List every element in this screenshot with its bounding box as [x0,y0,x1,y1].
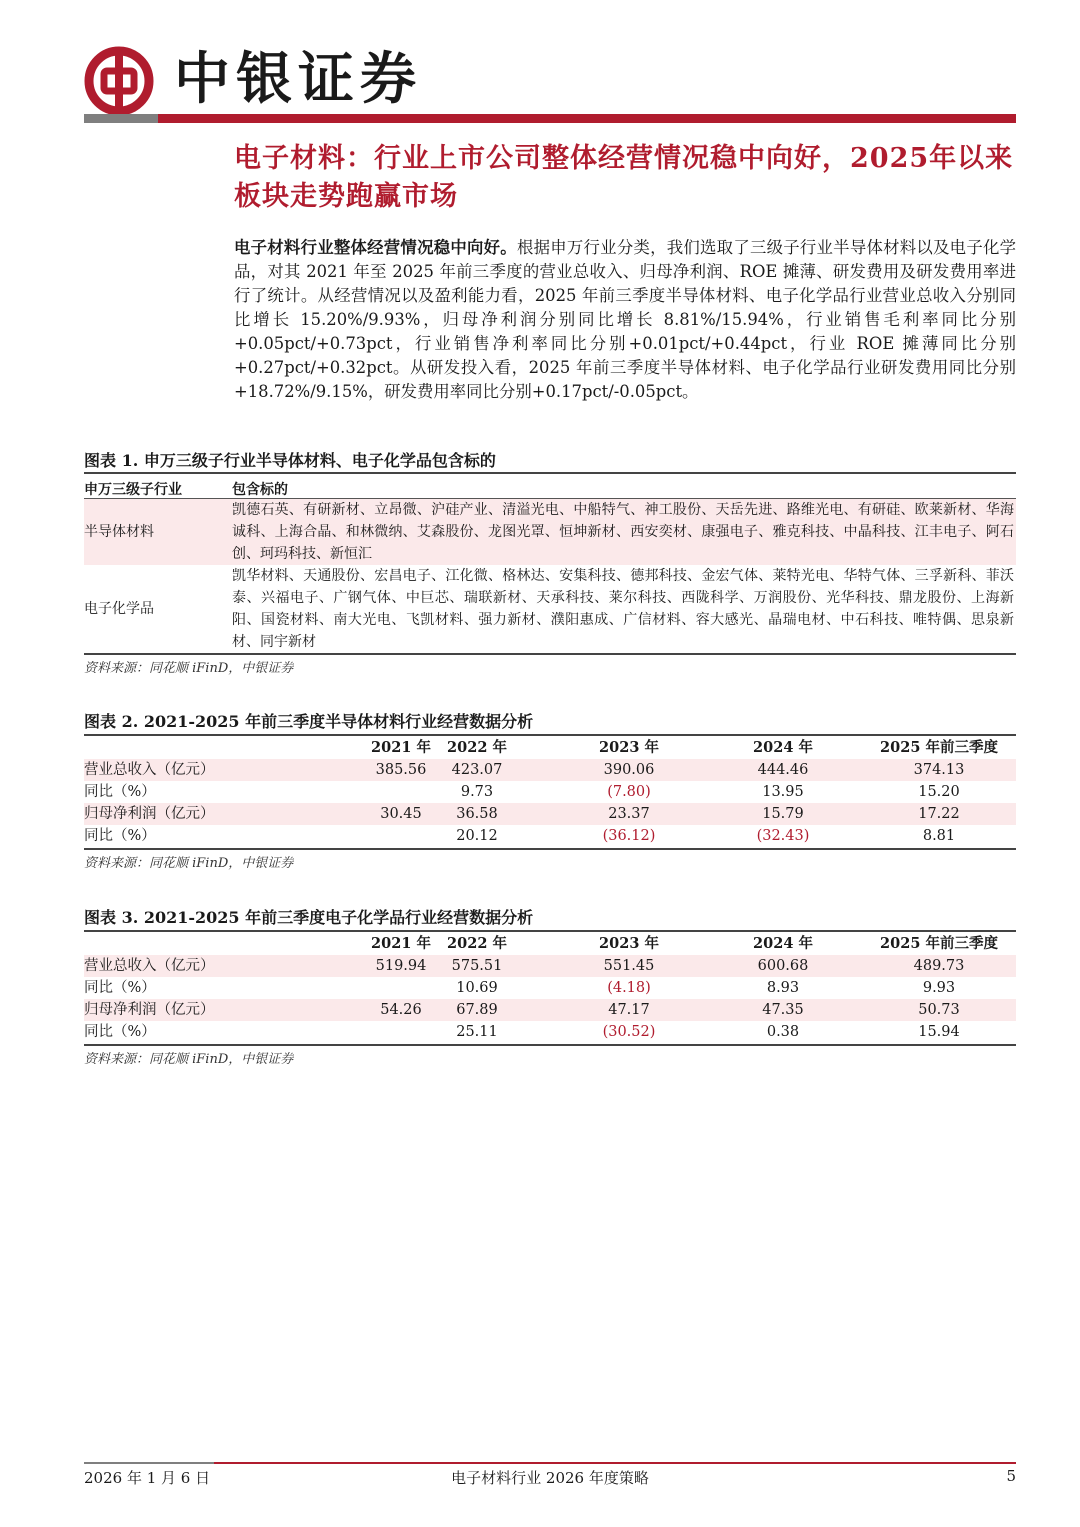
table2-grid [84,737,1016,847]
brand-name: 中银证券 [174,46,422,112]
table1-companies: 凯华材料、天通股份、宏昌电子、江化微、格林达、安集科技、德邦科技、金宏气体、莱特光电、华特气体、三孚新科、菲沃泰、兴福电子、广钢气体、中巨芯、瑞联新材、天承科技、莱尔科技、西陇科学、万润股份、光华科技、鼎龙股份、上海新阳、国瓷材料、南大光电、飞凯材料、强力新材、濮阳惠成、广信材料、容大感光、晶瑞电材、中石科技、唯特偶、思泉新材、同宇新材 [232,568,1014,650]
table-row [84,825,1016,847]
row-label: 同比（%） [84,980,156,996]
cell: 423.07 [451,762,503,778]
cell: 519.94 [375,958,427,974]
table2-caption: 图表 2. 2021-2025 年前三季度半导体材料行业经营数据分析 [84,712,534,731]
row-label: 归母净利润（亿元） [84,806,215,822]
table2-top-rule [84,734,1016,736]
cell: 444.46 [757,762,809,778]
column-header: 2025 年前三季度 [880,739,998,756]
cell: 575.51 [451,958,503,974]
cell: 36.58 [456,806,498,822]
cell: 385.56 [375,762,427,778]
table3-caption: 图表 3. 2021-2025 年前三季度电子化学品行业经营数据分析 [84,908,534,927]
table1-top-rule [84,472,1016,474]
table-row [84,499,1016,565]
cell: 8.81 [922,828,956,844]
table2-bottom-rule [84,848,1016,850]
cell: 54.26 [380,1002,422,1018]
cell: 374.13 [913,762,965,778]
cell: (30.52) [602,1024,656,1040]
table-row [84,803,1016,825]
page-number: 5 [1006,1467,1016,1485]
table1-industry: 电子化学品 [84,601,154,617]
column-header: 2021 年 [371,739,431,756]
table1-header [84,476,1016,498]
cell: 23.37 [608,806,650,822]
row-label: 营业总收入（亿元） [84,762,215,778]
table-row [84,781,1016,803]
cell: 9.73 [460,784,494,800]
cell: (4.18) [607,980,651,996]
table-row [84,999,1016,1021]
cell: 67.89 [456,1002,498,1018]
column-header: 2022 年 [447,739,507,756]
row-label: 同比（%） [84,784,156,800]
cell: 551.45 [603,958,655,974]
column-header: 2023 年 [599,739,659,756]
cell: 390.06 [603,762,655,778]
cell: 15.79 [762,806,804,822]
column-header: 2022 年 [447,935,507,952]
cell: 47.35 [762,1002,804,1018]
table1-bottom-rule [84,653,1016,655]
paragraph-text: 根据申万行业分类，我们选取了三级子行业半导体材料以及电子化学品，对其 2021 年至 2025 年前三季度的营业总收入、归母净利润、ROE 摊薄、研发费用及研发费用率进行了统计。从经营情况以及盈利能力看，2025 年前三季度半导体材料、电子化学品行业营业总收入分别同比增长 15.20%/9.93%，归母净利润分别同比增长 8.81%/15.94%，行业销售毛利率同比分别+0.05pct/+0.73pct，行业销售净利率同比分别+0.01pct/+0.44pct，行业 ROE 摊薄同比分别+0.27pct/+0.32pct。从研发投入看，2025 年前三季度半导体材料、电子化学品行业研发费用同比分别+18.72%/9.15%，研发费用率同比分别+0.17pct/-0.05pct。 [234,238,1017,401]
cell: 0.38 [766,1024,800,1040]
body-paragraph [234,236,1016,404]
table2-source: 资料来源：同花顺 iFinD，中银证券 [84,856,294,871]
table1-companies: 凯德石英、有研新材、立昂微、沪硅产业、清溢光电、中船特气、神工股份、天岳先进、路维光电、有研硅、欧莱新材、华海诚科、上海合晶、和林微纳、艾森股份、龙图光罩、恒坤新材、西安奕材、康强电子、雅克科技、中晶科技、江丰电子、阿石创、珂玛科技、新恒汇 [232,502,1014,562]
cell: 9.93 [922,980,956,996]
cell: 25.11 [456,1024,498,1040]
cell: 50.73 [918,1002,960,1018]
table-row [84,1021,1016,1043]
table1-industry: 半导体材料 [84,524,154,540]
paragraph-lead: 电子材料行业整体经营情况稳中向好。 [234,238,517,257]
table3-header-row [84,933,1016,955]
cell: 10.69 [456,980,498,996]
row-label: 同比（%） [84,828,156,844]
footer-date: 2026 年 1 月 6 日 [84,1469,211,1487]
column-header: 2024 年 [753,935,813,952]
cell: 30.45 [380,806,422,822]
cell: 600.68 [757,958,809,974]
cell: 13.95 [762,784,804,800]
cell: (32.43) [756,828,810,844]
table1-header-companies: 包含标的 [232,482,288,498]
row-label: 归母净利润（亿元） [84,1002,215,1018]
column-header: 2021 年 [371,935,431,952]
cell: 47.17 [608,1002,650,1018]
footer-doc-title: 电子材料行业 2026 年度策略 [451,1469,649,1487]
cell: 20.12 [456,828,498,844]
column-header: 2025 年前三季度 [880,935,998,952]
table-row [84,955,1016,977]
table1-source: 资料来源：同花顺 iFinD，中银证券 [84,661,294,676]
table3-grid [84,933,1016,1043]
table1-header-industry: 申万三级子行业 [84,482,182,498]
cell: (7.80) [607,784,651,800]
table-row [84,759,1016,781]
cell: (36.12) [602,828,656,844]
bank-of-china-logo-icon [84,46,154,116]
footer-rule [84,1462,1016,1464]
table-row [84,565,1016,653]
table3-bottom-rule [84,1044,1016,1046]
table3-top-rule [84,930,1016,932]
header-rule [84,114,1016,123]
column-header: 2023 年 [599,935,659,952]
section-title: 电子材料：行业上市公司整体经营情况稳中向好，2025年以来板块走势跑赢市场 [234,143,1014,212]
table1-caption: 图表 1. 申万三级子行业半导体材料、电子化学品包含标的 [84,451,496,470]
table3-source: 资料来源：同花顺 iFinD，中银证券 [84,1052,294,1067]
column-header: 2024 年 [753,739,813,756]
cell: 17.22 [918,806,960,822]
cell: 15.20 [918,784,960,800]
table-row [84,977,1016,999]
cell: 489.73 [913,958,965,974]
cell: 8.93 [766,980,800,996]
row-label: 同比（%） [84,1024,156,1040]
cell: 15.94 [918,1024,960,1040]
row-label: 营业总收入（亿元） [84,958,215,974]
table2-header-row [84,737,1016,759]
